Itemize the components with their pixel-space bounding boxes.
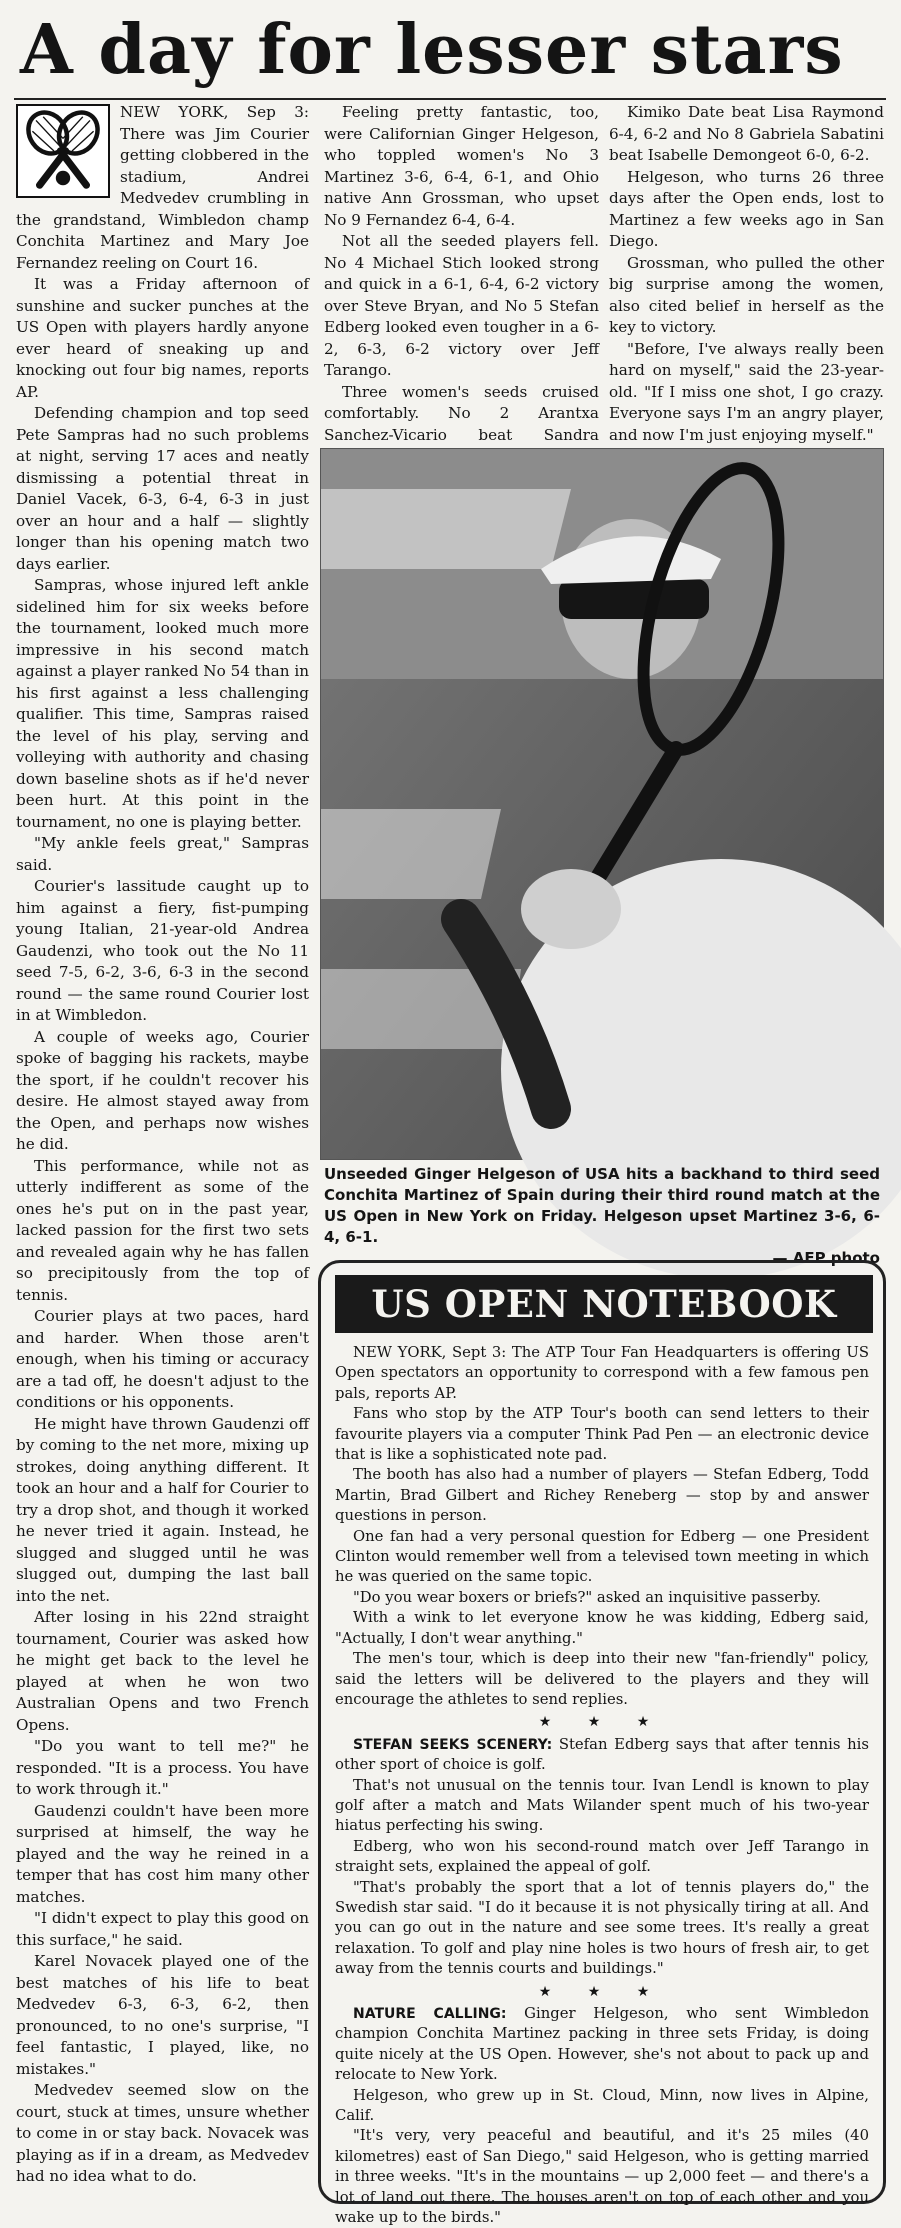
notebook-paragraph: NEW YORK, Sept 3: The ATP Tour Fan Headquarters is offering US Open spectators an opportunity to correspond with a few famous pen pals, reports AP. bbox=[335, 1344, 869, 1402]
section-lead: Ginger Helgeson, who sent Wimbledon champion Conchita Martinez packing in three sets Friday, is doing quite nicely at the US Open. However, she's not about to pack up and relocate to New York. bbox=[335, 2005, 869, 2084]
section-subhead: NATURE CALLING: bbox=[353, 2006, 507, 2022]
article-paragraph: Courier's lassitude caught up to him against a fiery, fist-pumping young Italian, 21-year-old Andrea Gaudenzi, who took out the No 11 seed 7-5, 6-2, 3-6, 6-3 in the second round — the same round Courier lost in at Wimbledon. bbox=[16, 877, 309, 1024]
article-paragraph: Helgeson, who turns 26 three days after the Open ends, lost to Martinez a few weeks ago in San Diego. bbox=[609, 167, 884, 250]
section-divider-stars: ★ ★ ★ bbox=[538, 1714, 666, 1731]
notebook-paragraph: Edberg, who won his second-round match over Jeff Tarango in straight sets, explained the appeal of golf. bbox=[335, 1837, 869, 1876]
notebook-title: US OPEN NOTEBOOK bbox=[335, 1275, 873, 1333]
section-lead: Stefan Edberg says that after tennis his other sport of choice is golf. bbox=[335, 1735, 869, 1774]
notebook-paragraph: "It's very, very peaceful and beautiful, and it's 25 miles (40 kilometres) east of San Diego," said Helgeson, who is getting married in three weeks. "It's in the mountains — up 2,000 feet — and there's a lot of land out there. The houses aren't on top of each other and you wake up to the birds." bbox=[335, 2127, 869, 2227]
article-paragraph: NEW YORK, Sep 3: There was Jim Courier getting clobbered in the stadium, Andrei Medvedev crumbling in the grandstand, Wimbledon champ Conchita Martinez and Mary Joe Fernandez reeling on Court 16. bbox=[16, 103, 309, 272]
photo-caption bbox=[324, 1164, 880, 1267]
article-paragraph: "Do you want to tell me?" he responded. "It is a process. You have to work through it." bbox=[16, 1737, 309, 1798]
article-paragraph: Defending champion and top seed Pete Sampras had no such problems at night, serving 17 aces and neatly dismissing a potential threat in Daniel Vacek, 6-3, 6-4, 6-3 in just over an hour and a half — slightly longer than his opening match two days earlier. bbox=[16, 404, 309, 573]
notebook-paragraph bbox=[335, 2004, 869, 2086]
article-paragraph: "My ankle feels great," Sampras said. bbox=[16, 834, 309, 874]
article-paragraph: This performance, while not as utterly indifferent as some of the ones he's put on in the past year, lacked passion for the first two sets and revealed again why he has fallen so precipitously from the top of tennis. bbox=[16, 1156, 309, 1304]
notebook-paragraph: "That's probably the sport that a lot of tennis players do," the Swedish star said. "I do it because it is not physically tiring at all. And you can go out in the nature and see some trees. It's really a great relaxation. To golf and play nine holes is two hours of fresh air, to get away from the tennis courts and buildings." bbox=[335, 1878, 869, 1978]
article-paragraph: A couple of weeks ago, Courier spoke of bagging his rackets, maybe the sport, if he couldn't recover his desire. He almost stayed away from the Open, and perhaps now wishes he did. bbox=[16, 1027, 309, 1153]
notebook-paragraph: Fans who stop by the ATP Tour's booth can send letters to their favourite players via a computer Think Pad Pen — an electronic device that is like a sophisticated note pad. bbox=[335, 1405, 869, 1464]
article-paragraph: He might have thrown Gaudenzi off by coming to the net more, mixing up strokes, doing anything different. It took an hour and a half for Courier to try a drop shot, and though it worked he never tried it again. Instead, he slugged and slugged until he was slugged out, dumping the last ball into the net. bbox=[16, 1414, 309, 1605]
headline-rule bbox=[14, 98, 886, 100]
article-paragraph: Kimiko Date beat Lisa Raymond 6-4, 6-2 and No 8 Gabriela Sabatini beat Isabelle Demongeot 6-0, 6-2. bbox=[609, 103, 884, 164]
article-paragraph: Courier plays at two paces, hard and harder. When those aren't enough, when his timing or accuracy are a tad off, he doesn't adjust to the conditions or his opponents. bbox=[16, 1307, 309, 1411]
photo-credit: — AFP photo bbox=[772, 1249, 880, 1267]
us-open-notebook-box bbox=[318, 1260, 886, 2227]
article-paragraph: "Before, I've always really been hard on myself," said the 23-year-old. "If I miss one shot, I go crazy. Everyone says I'm an angry player, and now I'm just enjoying myself." bbox=[609, 339, 884, 444]
article-paragraph: "I didn't expect to play this good on this surface," he said. bbox=[16, 1909, 309, 1949]
notebook-paragraph: Helgeson, who grew up in St. Cloud, Minn, now lives in Alpine, Calif. bbox=[335, 2086, 869, 2125]
article-column-1 bbox=[16, 102, 309, 2202]
notebook-paragraph: The men's tour, which is deep into their new "fan-friendly" policy, said the letters will be delivered to the players and they will encourage the athletes to send replies. bbox=[335, 1650, 869, 1708]
article-paragraph: After losing in his 22nd straight tournament, Courier was asked how he might get back to the level he played at when he won two Australian Opens and two French Opens. bbox=[16, 1608, 309, 1734]
article-paragraph: Three women's seeds cruised comfortably. No 2 Arantxa Sanchez-Vicario beat Sandra bbox=[324, 382, 599, 444]
article-paragraph: Sampras, whose injured left ankle sidelined him for six weeks before the tournament, looked much more impressive in his second match against a player ranked No 54 than in his first against a less challenging qualifier. This time, Sampras raised the level of his play, serving and volleying with authority and chasing down baseline shots as if he'd never been hurt. At this point in the tournament, no one is playing better. bbox=[16, 576, 309, 831]
article-paragraph: It was a Friday afternoon of sunshine and sucker punches at the US Open with players hardly anyone ever heard of sneaking up and knocking out four big names, reports AP. bbox=[16, 275, 309, 401]
notebook-text bbox=[335, 1343, 869, 2228]
section-divider-stars: ★ ★ ★ bbox=[538, 1983, 666, 2000]
notebook-paragraph: One fan had a very personal question for Edberg — one President Clinton would remember well from a televised town meeting in which he was queried on the same topic. bbox=[335, 1527, 869, 1586]
article-paragraph: Gaudenzi couldn't have been more surprised at himself, the way he played and the way he reined in a temper that has cost him many other matches. bbox=[16, 1801, 309, 1906]
crossed-tennis-rackets-icon bbox=[16, 104, 110, 198]
notebook-paragraph: With a wink to let everyone know he was kidding, Edberg said, "Actually, I don't wear anything." bbox=[335, 1609, 869, 1647]
section-subhead: STEFAN SEEKS SCENERY: bbox=[353, 1736, 553, 1753]
article-paragraph: Karel Novacek played one of the best matches of his life to beat Medvedev 6-3, 6-3, 6-2, then pronounced, to no one's surprise, "I feel fantastic, I played, like, no mistakes." bbox=[16, 1952, 309, 2078]
article-column-2 bbox=[324, 102, 599, 442]
tennis-player-photo bbox=[320, 448, 884, 1160]
caption-text: Unseeded Ginger Helgeson of USA hits a backhand to third seed Conchita Martinez of Spain during their third round match at the US Open in New York on Friday. Helgeson upset Martinez 3-6, 6-4, 6-1. bbox=[324, 1165, 880, 1246]
notebook-paragraph: The booth has also had a number of players — Stefan Edberg, Todd Martin, Brad Gilbert and Richey Reneberg — stop by and answer questions in person. bbox=[335, 1466, 869, 1525]
article-paragraph: Grossman, who pulled the other big surprise among the women, also cited belief in herself as the key to victory. bbox=[609, 253, 884, 336]
notebook-paragraph: That's not unusual on the tennis tour. Ivan Lendl is known to play golf after a match and Mats Wilander spent much of his two-year hiatus perfecting his swing. bbox=[335, 1776, 869, 1835]
article-paragraph: Not all the seeded players fell. No 4 Michael Stich looked strong and quick in a 6-1, 6-4, 6-2 victory over Steve Bryan, and No 5 Stefan Edberg looked even tougher in a 6-2, 6-3, 6-2 victory over Jeff Tarango. bbox=[324, 232, 599, 379]
article-paragraph: Medvedev seemed slow on the court, stuck at times, unsure whether to come in or stay back. Novacek was playing as if in a dream, as Medvedev had no idea what to do. bbox=[16, 2081, 309, 2185]
notebook-paragraph: "Do you wear boxers or briefs?" asked an inquisitive passerby. bbox=[353, 1588, 821, 1606]
article-column-3 bbox=[609, 102, 884, 442]
notebook-paragraph bbox=[335, 1735, 869, 1776]
headline: A day for lesser stars bbox=[20, 10, 844, 90]
article-paragraph: Feeling pretty fantastic, too, were Californian Ginger Helgeson, who toppled women's No 3 Martinez 3-6, 6-4, 6-1, and Ohio native Ann Grossman, who upset No 9 Fernandez 6-4, 6-4. bbox=[324, 103, 599, 229]
